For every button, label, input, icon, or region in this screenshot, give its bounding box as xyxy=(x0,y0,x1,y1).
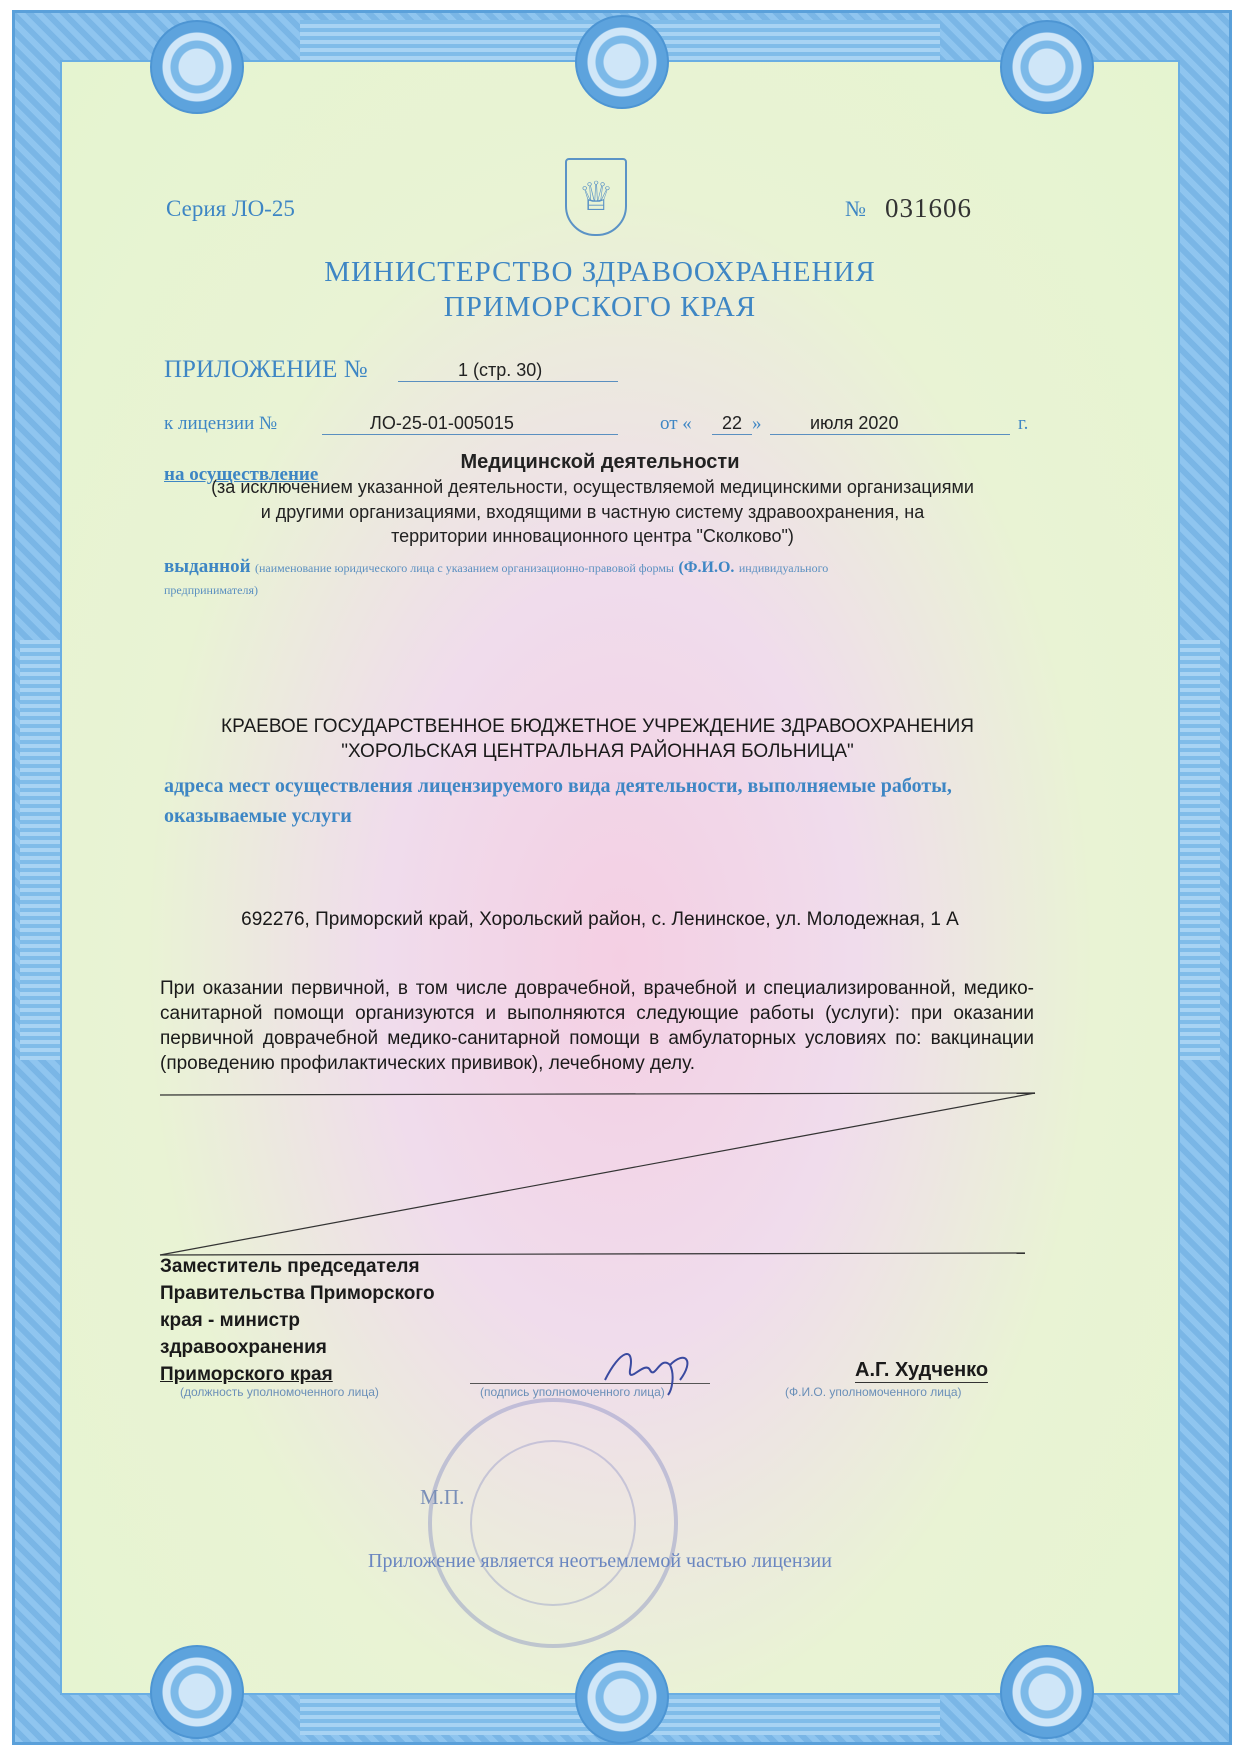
stamp-place-label: М.П. xyxy=(420,1485,465,1509)
activity-description-line1: (за исключением указанной деятельности, осуществляемой медицинскими организациями xyxy=(211,477,974,497)
signature-caption: (подпись уполномоченного лица) xyxy=(480,1385,665,1399)
license-number: 031606 xyxy=(885,193,972,223)
position-caption: (должность уполномоченного лица) xyxy=(180,1385,379,1399)
activity-description-line3: территории инновационного центра "Сколково") xyxy=(391,526,794,546)
organization-line2: "ХОРОЛЬСКАЯ ЦЕНТРАЛЬНАЯ РАЙОННАЯ БОЛЬНИЦА" xyxy=(341,741,854,762)
services-text: При оказании первичной, в том числе доврачебной, врачебной и специализированной, медико-санитарной помощи организуются и выполняются следующие работы (услуги): при оказании первичной доврачебной медико-санитарной помощи в амбулаторных условиях по: вакцинации (проведению профилактических прививок), лечебному делу. xyxy=(160,978,1034,1074)
footer-note: Приложение является неотъемлемой частью лицензии xyxy=(368,1550,832,1572)
position-line4: здравоохранения xyxy=(160,1337,327,1358)
appendix-label: ПРИЛОЖЕНИЕ № xyxy=(164,356,368,383)
signatory-position xyxy=(160,1253,435,1388)
date-day: 22 xyxy=(712,413,752,435)
organization-line1: КРАЕВОЕ ГОСУДАРСТВЕННОЕ БЮДЖЕТНОЕ УЧРЕЖДЕНИЕ ЗДРАВООХРАНЕНИЯ xyxy=(221,716,974,737)
addresses-label-line2: оказываемые услуги xyxy=(164,805,352,827)
issued-hint-part2: индивидуального xyxy=(738,561,829,575)
license-ref-number: ЛО-25-01-005015 xyxy=(322,413,618,435)
addresses-label-line1: адреса мест осуществления лицензируемого вида деятельности, выполняемые работы, xyxy=(164,775,952,797)
date-year-suffix: г. xyxy=(1018,413,1029,434)
signatory-name: А.Г. Худченко xyxy=(855,1359,989,1381)
address-text: 692276, Приморский край, Хорольский район, с. Ленинское, ул. Молодежная, 1 А xyxy=(241,909,959,930)
position-line5: Приморского края xyxy=(160,1364,333,1385)
ministry-title-line1: МИНИСТЕРСТВО ЗДРАВООХРАНЕНИЯ xyxy=(324,256,876,288)
issued-hint-part1: (наименование юридического лица с указанием организационно-правовой формы xyxy=(255,561,674,575)
ministry-title-line2: ПРИМОРСКОГО КРАЯ xyxy=(443,291,757,323)
activity-title: Медицинской деятельности xyxy=(460,451,740,473)
issued-hint-fio: (Ф.И.О. xyxy=(678,559,735,576)
coat-of-arms-icon: ♕ xyxy=(565,158,627,236)
issued-hint-part3: предпринимателя) xyxy=(164,583,258,597)
series-label: Серия ЛО-25 xyxy=(166,196,295,221)
activity-description-line2: и другими организациями, входящими в частную систему здравоохранения, на xyxy=(260,502,925,522)
date-from-label: от « xyxy=(660,413,692,434)
activity-label: на осуществление xyxy=(164,464,319,485)
appendix-value: 1 (стр. 30) xyxy=(398,360,618,382)
license-label: к лицензии № xyxy=(164,413,278,434)
position-line2: Правительства Приморского xyxy=(160,1283,435,1304)
official-seal-inner xyxy=(470,1440,636,1606)
date-month-year: июля 2020 xyxy=(770,413,1010,435)
date-day-close: » xyxy=(752,413,762,434)
name-caption: (Ф.И.О. уполномоченного лица) xyxy=(785,1385,962,1399)
number-sign: № xyxy=(845,196,866,221)
position-line3: края - министр xyxy=(160,1310,301,1331)
issued-label: выданной xyxy=(164,556,251,577)
position-line1: Заместитель председателя xyxy=(160,1256,420,1277)
